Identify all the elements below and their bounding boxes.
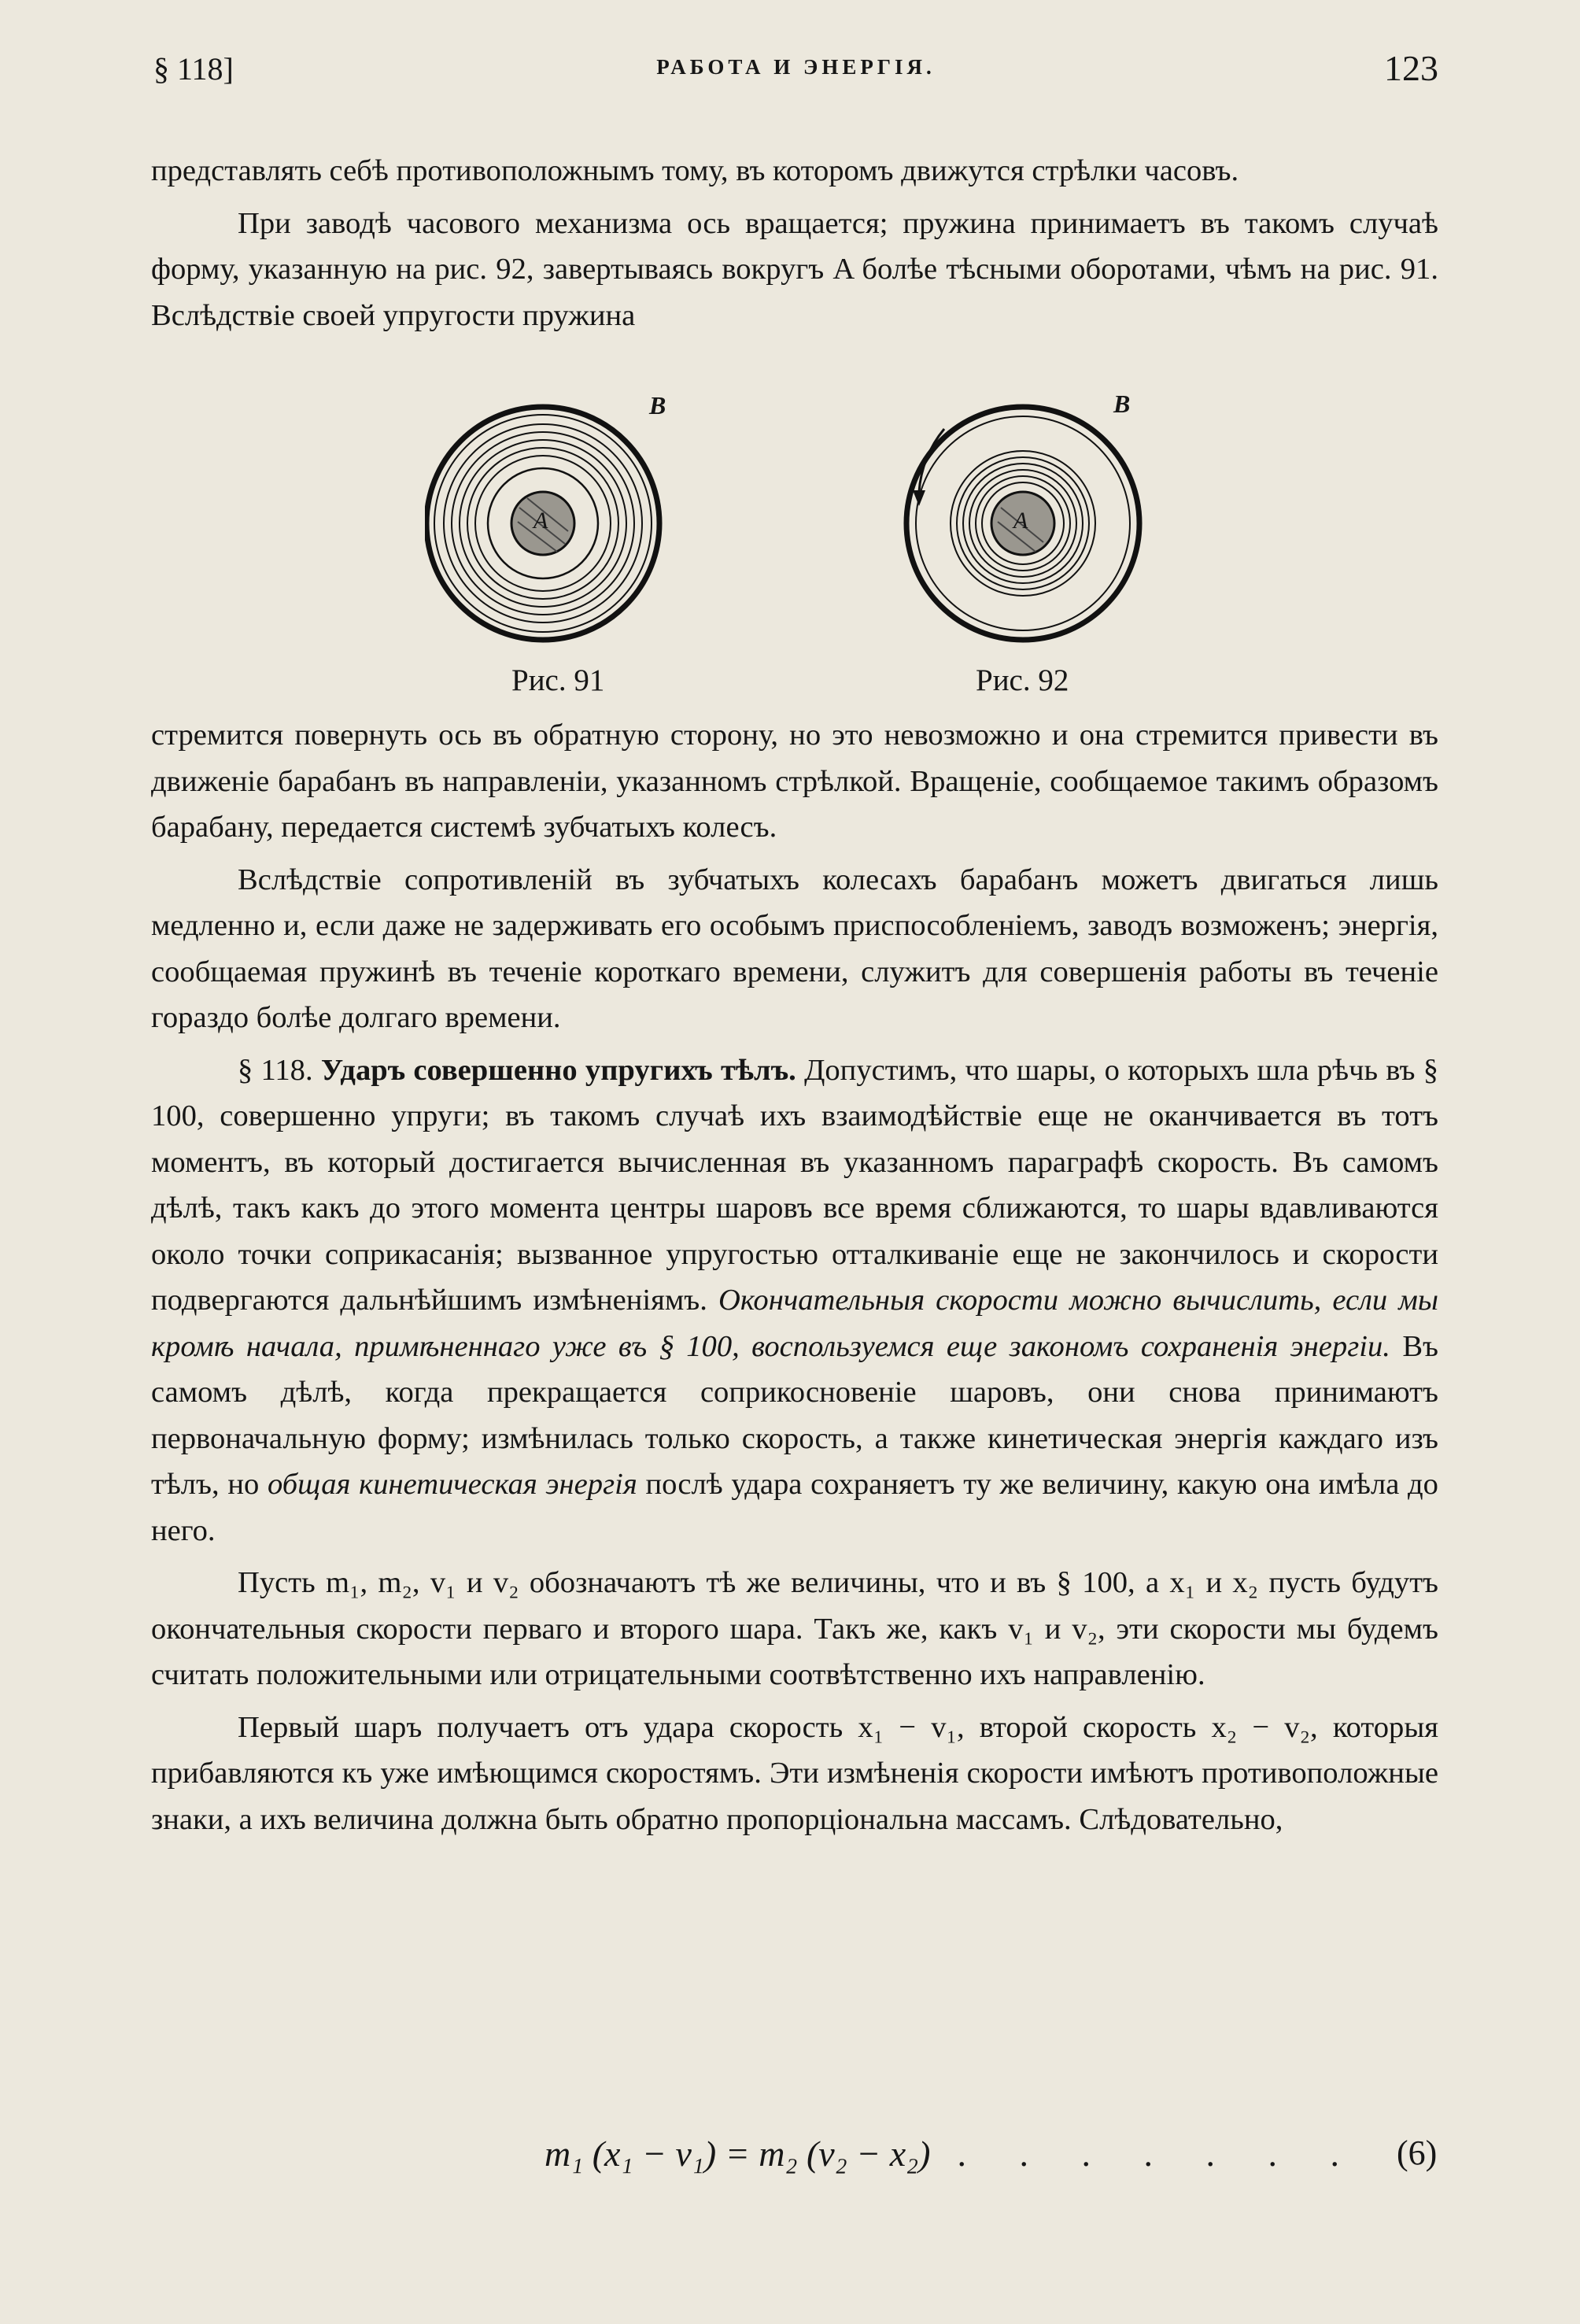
equation-dots: . . . . . . . <box>957 2134 1361 2174</box>
running-header <box>153 50 1438 98</box>
section-text-2: Въ самомъ дѣлѣ, когда прекращается соприкосновеніе шаровъ, они снова принимаютъ первоначальную форму; измѣнилась только скорость, а также кинетическая энергія каждаго изъ тѣлъ, но <box>151 1329 1438 1501</box>
label-B-fig91: B <box>649 391 666 419</box>
section-text-1: Допустимъ, что шары, о которыхъ шла рѣчь въ § 100, совершенно упруги; въ такомъ случаѣ ихъ взаимодѣйствіе еще не оканчивается въ тотъ моментъ, въ который достигается вычисленная въ указанномъ параграфѣ скорость. Въ самомъ дѣлѣ, такъ какъ до этого момента центры шаровъ все время сближаются, то шары вдавливаются около точки соприкасанія; вызванное упругостью отталкиваніе еще не закончилось и скорости подвергаются дальнѣйшимъ измѣненіямъ. <box>151 1053 1439 1317</box>
section-118 <box>151 1047 1438 1554</box>
label-A-fig92: A <box>1013 508 1028 534</box>
section-italic-2: общая кинетическая энергія <box>267 1468 637 1501</box>
figure-91 <box>425 391 669 649</box>
paragraph-spring-return: стремится повернуть ось въ обратную сторону, но это невозможно и она стремится привести въ движеніе барабанъ въ направленіи, указанномъ стрѣлкой. Вращеніе, сообщаемое такимъ образомъ барабану, передается системѣ зубчатыхъ колесъ. <box>151 719 1438 844</box>
paragraph-clock-direction: представлять себѣ противоположнымъ тому, въ которомъ движутся стрѣлки часовъ. <box>151 154 1239 187</box>
paragraph-let: Пусть m₁, m₂, v₁ и v₂ обозначаютъ тѣ же величины, что и въ § 100, а x₁ и x₂ пусть будутъ окончательныя скорости перваго и второго шара. Такъ же, какъ v₁ и v₂, эти скорости мы будемъ считать положительными или отрицательными соотвѣтственно ихъ направленію. <box>151 1566 1438 1691</box>
section-title: Ударъ совершенно упругихъ тѣлъ. <box>320 1053 796 1087</box>
equation-number: (6) <box>1397 2134 1438 2172</box>
header-section: § 118] <box>153 51 234 87</box>
paragraph-resistance: Вслѣдствіе сопротивленій въ зубчатыхъ колесахъ барабанъ можетъ двигаться лишь медленно и, если даже не задерживать его особымъ приспособленіемъ, заводъ возможенъ; энергія, сообщаемая пружинѣ въ теченіе короткаго времени, служитъ для совершенія работы въ теченіе гораздо болѣе долгаго времени. <box>151 863 1438 1034</box>
figure-92 <box>897 390 1157 649</box>
equation-text: m₁ (x₁ − v₁) = m₂ (v₂ − x₂) <box>545 2134 931 2174</box>
caption-fig91: Рис. 91 <box>511 663 605 697</box>
header-title: РАБОТА И ЭНЕРГІЯ. <box>656 55 936 79</box>
equation-6 <box>545 2133 1361 2174</box>
section-italic-1: Окончательныя скорости можно вычислить, если мы кромѣ начала, примѣненнаго уже въ § 100, воспользуемся еще закономъ сохраненія энергіи. <box>151 1284 1438 1363</box>
section-number: § 118. <box>238 1053 313 1087</box>
label-A-fig91: A <box>533 508 548 534</box>
text-block-top <box>151 148 1438 345</box>
caption-fig92: Рис. 92 <box>976 663 1069 697</box>
page-number: 123 <box>1384 48 1438 88</box>
label-B-fig92: B <box>1113 390 1131 418</box>
paragraph-first-ball: Первый шаръ получаетъ отъ удара скорость x₁ − v₁, второй скорость x₂ − v₂, которыя прибавляются къ уже имѣющимся скоростямъ. Эти измѣненія скорости имѣютъ противоположные знаки, а ихъ величина должна быть обратно пропорціональна массамъ. Слѣдовательно, <box>151 1710 1438 1836</box>
paragraph-winding: При заводѣ часового механизма ось вращается; пружина принимаетъ въ такомъ случаѣ форму, указанную на рис. 92, завертываясь вокругъ A болѣе тѣсными оборотами, чѣмъ на рис. 91. Вслѣдствіе своей упругости пружина <box>151 206 1438 332</box>
text-block-main <box>151 712 1438 1849</box>
section-text-3: послѣ удара сохраняетъ ту же величину, какую она имѣла до него. <box>151 1468 1438 1547</box>
